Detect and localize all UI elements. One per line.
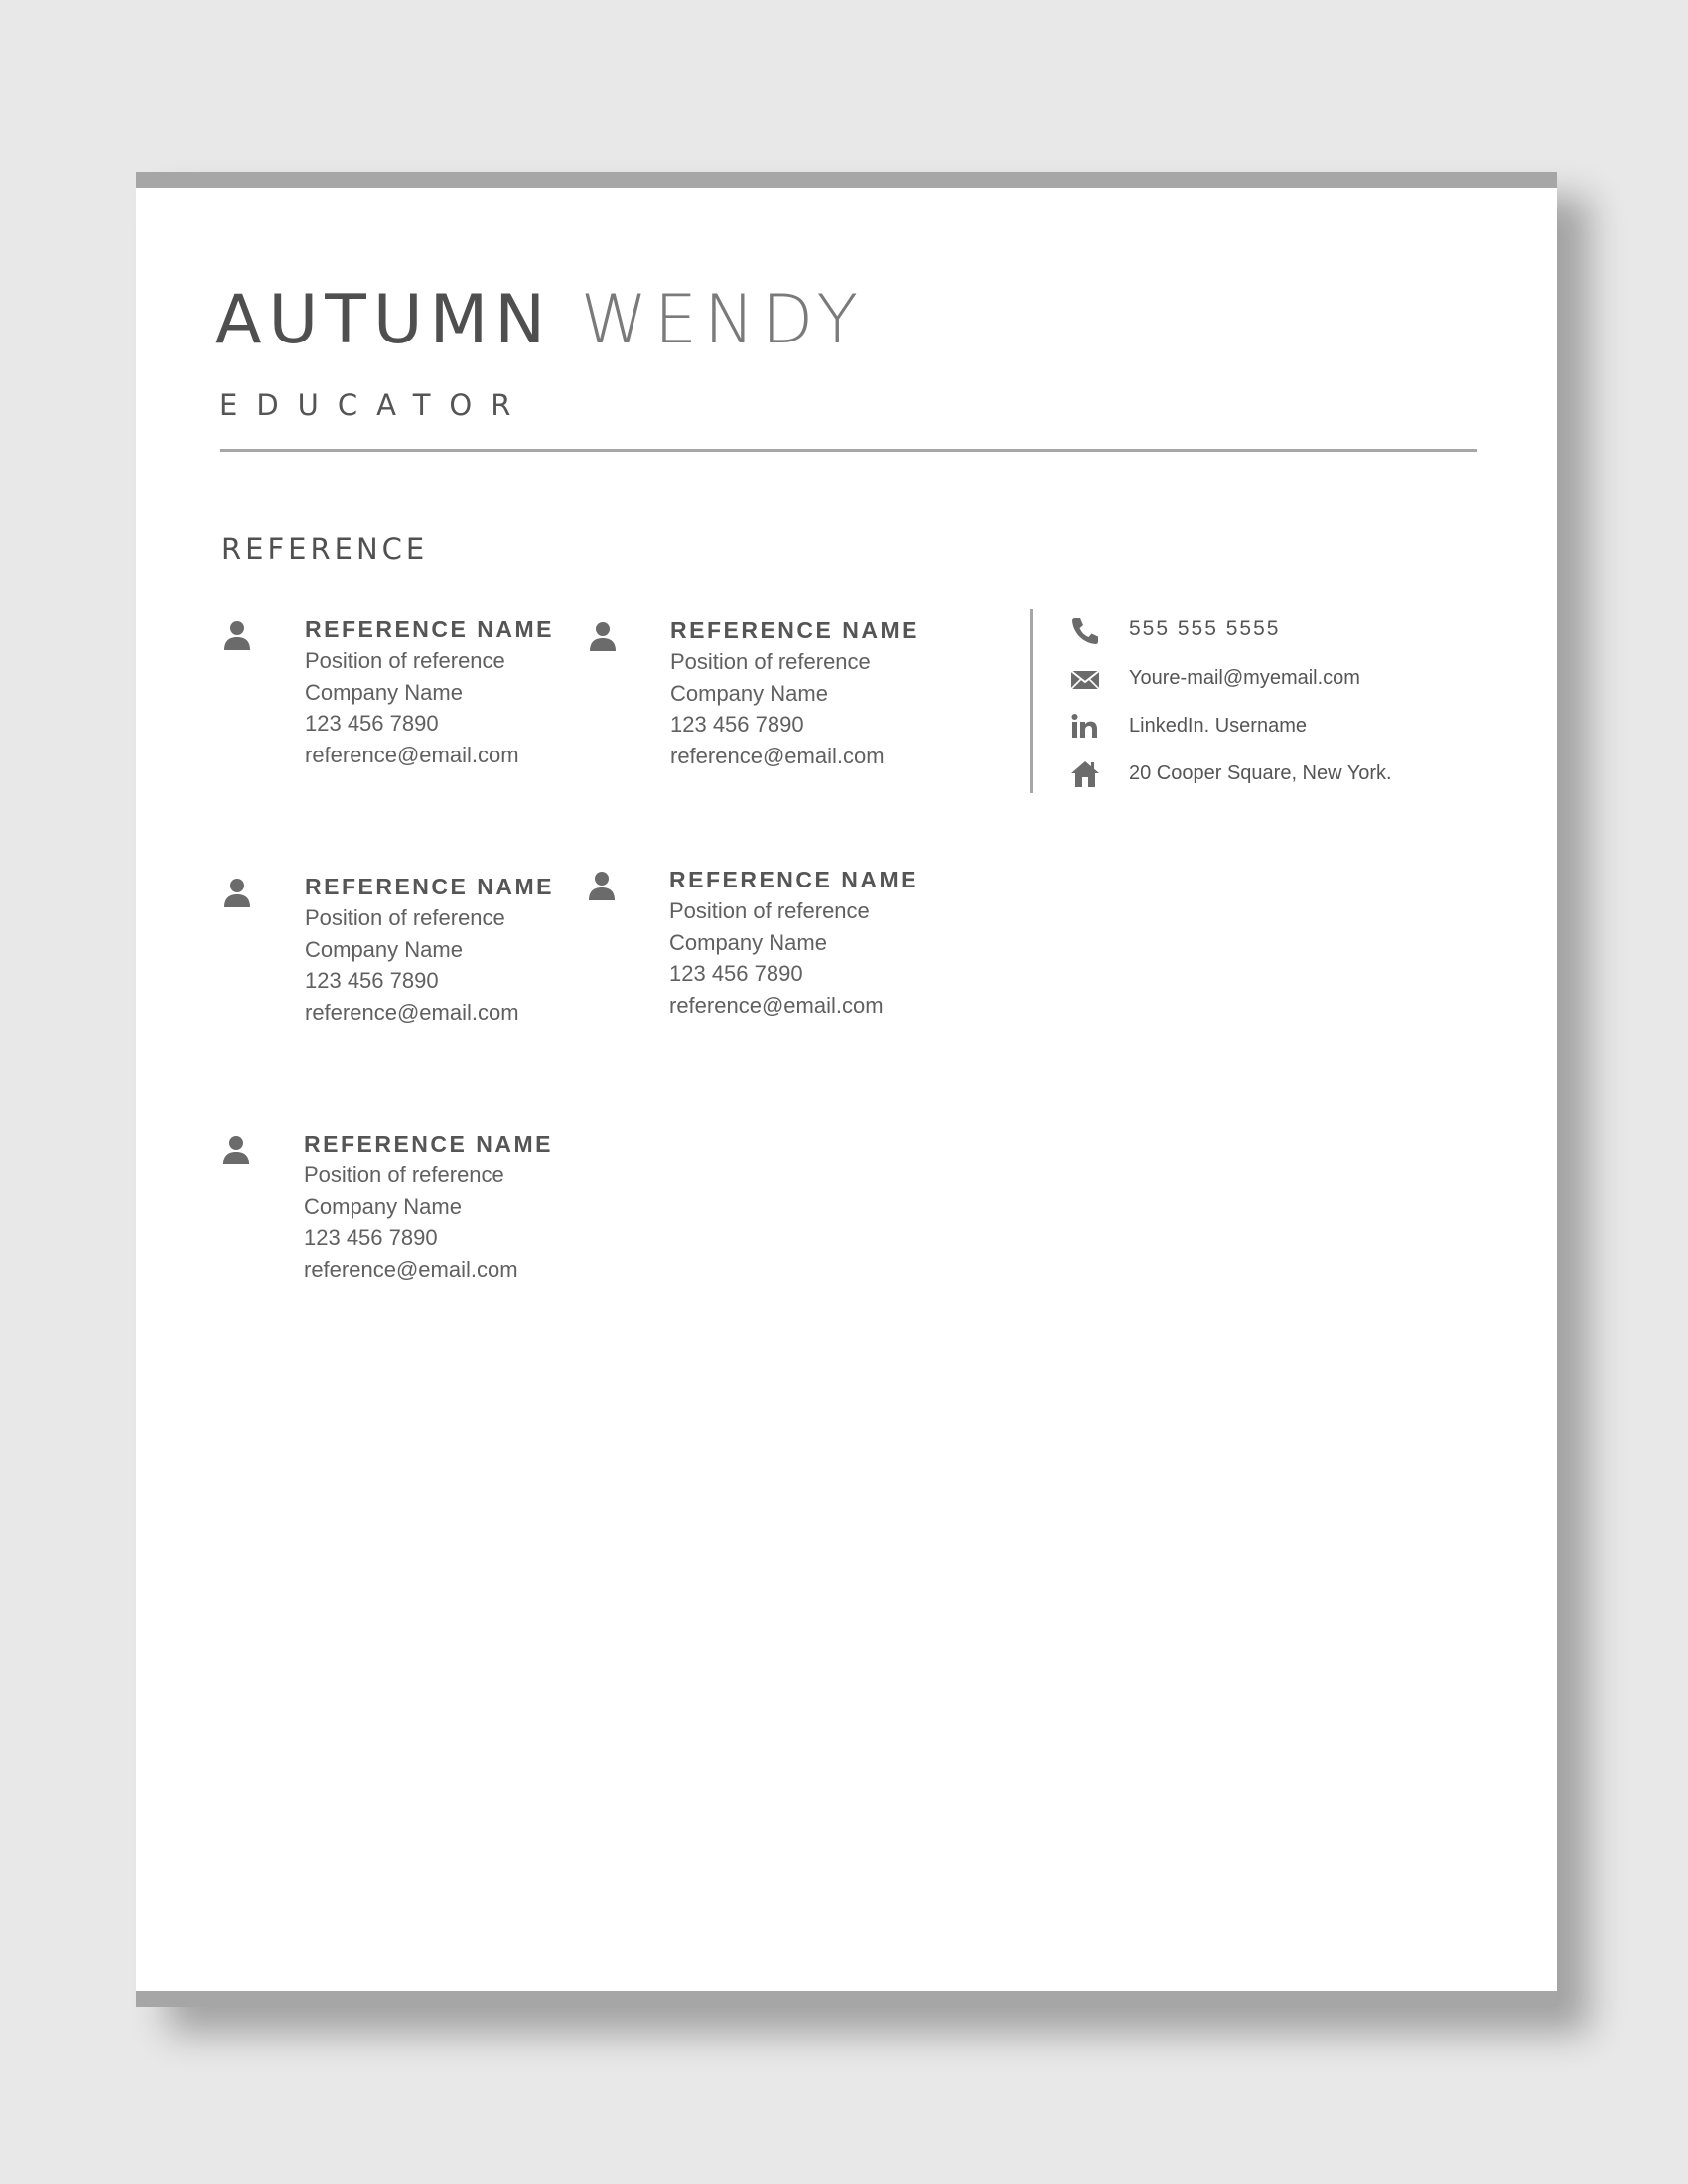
reference-name: REFERENCE NAME (669, 867, 918, 892)
reference-phone: 123 456 7890 (669, 961, 803, 986)
home-icon (1069, 758, 1101, 790)
header-divider (220, 449, 1477, 452)
person-icon (588, 871, 616, 900)
reference-company: Company Name (305, 679, 463, 705)
reference-company: Company Name (305, 936, 463, 962)
last-name: WENDY (580, 281, 866, 359)
person-icon (223, 620, 251, 650)
contact-phone-text: 555 555 5555 (1129, 617, 1281, 640)
first-name: AUTUMN (215, 281, 553, 359)
reference-email[interactable]: reference@email.com (670, 743, 885, 768)
reference-company: Company Name (304, 1193, 462, 1219)
reference-phone: 123 456 7890 (305, 711, 439, 736)
bottom-accent-bar (136, 1991, 1557, 2007)
section-heading: REFERENCE (221, 532, 429, 566)
reference-name: REFERENCE NAME (305, 616, 554, 642)
envelope-icon (1069, 663, 1101, 695)
reference-position: Position of reference (669, 898, 870, 923)
job-title: EDUCATOR (219, 388, 530, 422)
contact-linkedin-text[interactable]: LinkedIn. Username (1129, 715, 1307, 737)
contact-divider (1030, 609, 1033, 793)
reference-position: Position of reference (304, 1162, 504, 1187)
reference-company: Company Name (670, 680, 828, 706)
resume-page (136, 172, 1557, 2007)
reference-name: REFERENCE NAME (304, 1131, 553, 1157)
person-icon (589, 621, 617, 651)
reference-name: REFERENCE NAME (305, 874, 554, 899)
reference-position: Position of reference (305, 648, 505, 673)
contact-email-text[interactable]: Youre-mail@myemail.com (1129, 667, 1360, 689)
contact-phone (1069, 615, 1486, 649)
reference-phone: 123 456 7890 (670, 712, 804, 737)
contact-address (1069, 758, 1486, 792)
reference-phone: 123 456 7890 (304, 1225, 438, 1250)
reference-position: Position of reference (305, 905, 505, 930)
linkedin-icon (1069, 711, 1101, 743)
person-icon (222, 1135, 250, 1164)
reference-phone: 123 456 7890 (305, 968, 439, 993)
reference-company: Company Name (669, 929, 827, 955)
contact-linkedin (1069, 711, 1486, 745)
reference-position: Position of reference (670, 649, 871, 674)
reference-name: REFERENCE NAME (670, 617, 919, 643)
reference-email[interactable]: reference@email.com (305, 999, 519, 1024)
contact-email (1069, 663, 1486, 697)
candidate-name (215, 281, 866, 359)
person-icon (223, 878, 251, 907)
top-accent-bar (136, 172, 1557, 188)
phone-icon (1069, 615, 1101, 647)
reference-email[interactable]: reference@email.com (669, 992, 884, 1018)
reference-email[interactable]: reference@email.com (305, 742, 519, 767)
contact-address-text: 20 Cooper Square, New York. (1129, 762, 1392, 784)
reference-email[interactable]: reference@email.com (304, 1256, 518, 1282)
